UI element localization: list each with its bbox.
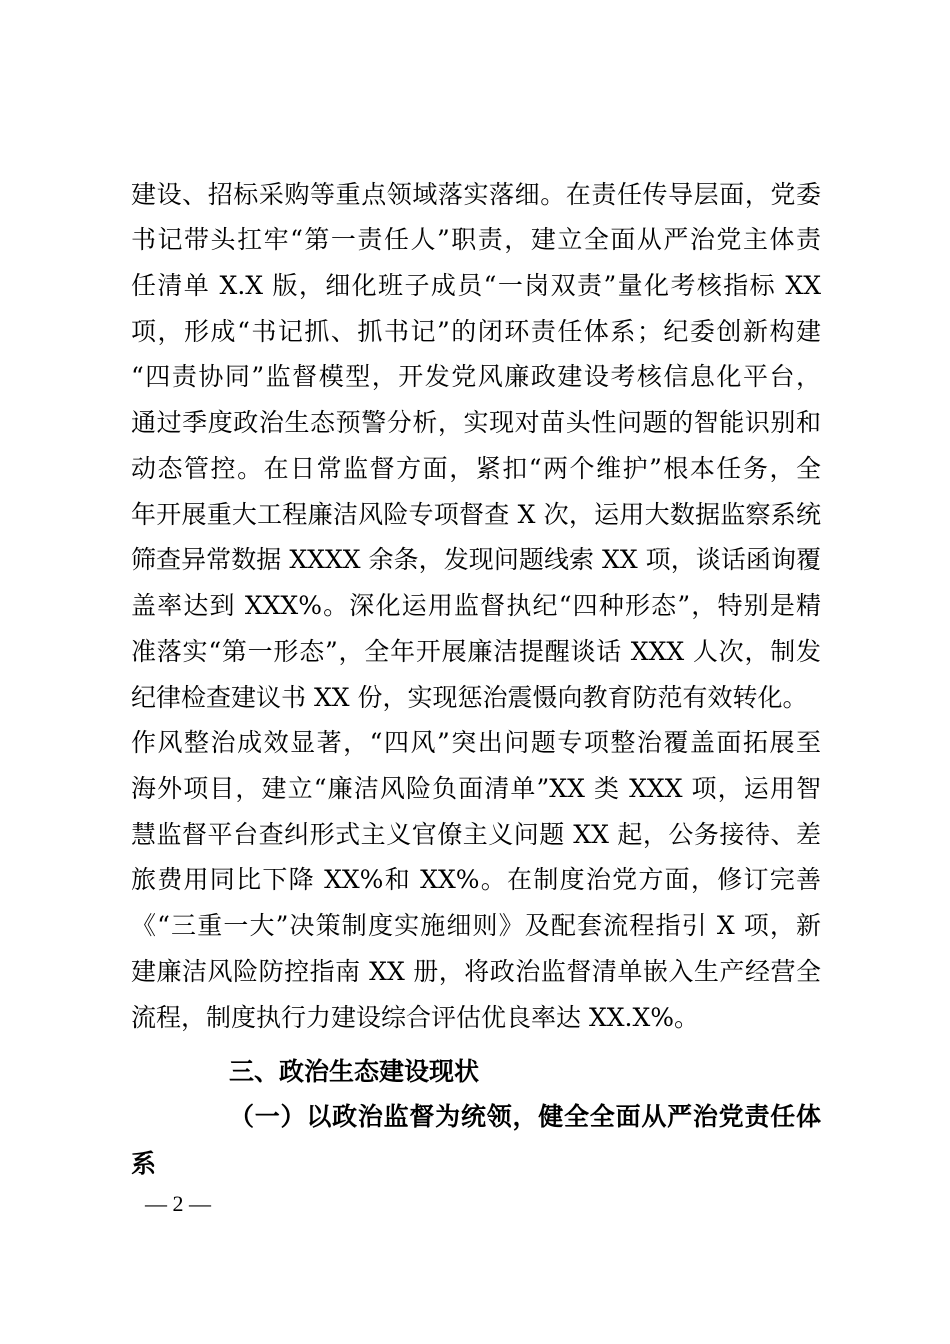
body-line: 动态管控。在日常监督方面，紧扣“两个维护”根本任务，全 <box>131 454 821 483</box>
body-line: 旅费用同比下降 XX%和 XX%。在制度治党方面，修订完善 <box>131 865 821 894</box>
body-line: 纪律检查建议书 XX 份，实现惩治震慑向教育防范有效转化。 <box>131 683 808 712</box>
body-line: 作风整治成效显著，“四风”突出问题专项整治覆盖面拓展至 <box>131 728 821 757</box>
body-line: 慧监督平台查纠形式主义官僚主义问题 XX 起，公务接待、差 <box>131 820 821 849</box>
subsection-heading-continuation: 系 <box>131 1149 157 1178</box>
body-line: 准落实“第一形态”，全年开展廉洁提醒谈话 XXX 人次，制发 <box>131 637 821 666</box>
body-line: 《“三重一大”决策制度实施细则》及配套流程指引 X 项，新 <box>131 911 821 940</box>
subsection-heading: （一）以政治监督为统领，健全全面从严治党责任体 <box>229 1102 821 1131</box>
body-line: 书记带头扛牢“第一责任人”职责，建立全面从严治党主体责 <box>131 225 821 254</box>
section-heading: 三、政治生态建设现状 <box>229 1057 480 1086</box>
body-line: 筛查异常数据 XXXX 余条，发现问题线索 XX 项，谈话函询覆 <box>131 545 821 574</box>
body-line: 通过季度政治生态预警分析，实现对苗头性问题的智能识别和 <box>131 408 821 437</box>
body-line: 建设、招标采购等重点领域落实落细。在责任传导层面，党委 <box>131 180 821 209</box>
body-line: 年开展重大工程廉洁风险专项督查 X 次，运用大数据监察系统 <box>131 500 821 529</box>
page-number: — 2 — <box>145 1191 211 1216</box>
body-line: 项，形成“书记抓、抓书记”的闭环责任体系；纪委创新构建 <box>131 317 821 346</box>
body-line: “四责协同”监督模型，开发党风廉政建设考核信息化平台， <box>131 362 821 391</box>
body-line: 任清单 X.X 版，细化班子成员“一岗双责”量化考核指标 XX <box>131 271 821 300</box>
body-line: 建廉洁风险防控指南 XX 册，将政治监督清单嵌入生产经营全 <box>131 957 821 986</box>
body-line: 流程，制度执行力建设综合评估优良率达 XX.X%。 <box>131 1003 700 1032</box>
body-line: 海外项目，建立“廉洁风险负面清单”XX 类 XXX 项，运用智 <box>131 774 821 803</box>
body-line: 盖率达到 XXX%。深化运用监督执纪“四种形态”，特别是精 <box>131 591 821 620</box>
